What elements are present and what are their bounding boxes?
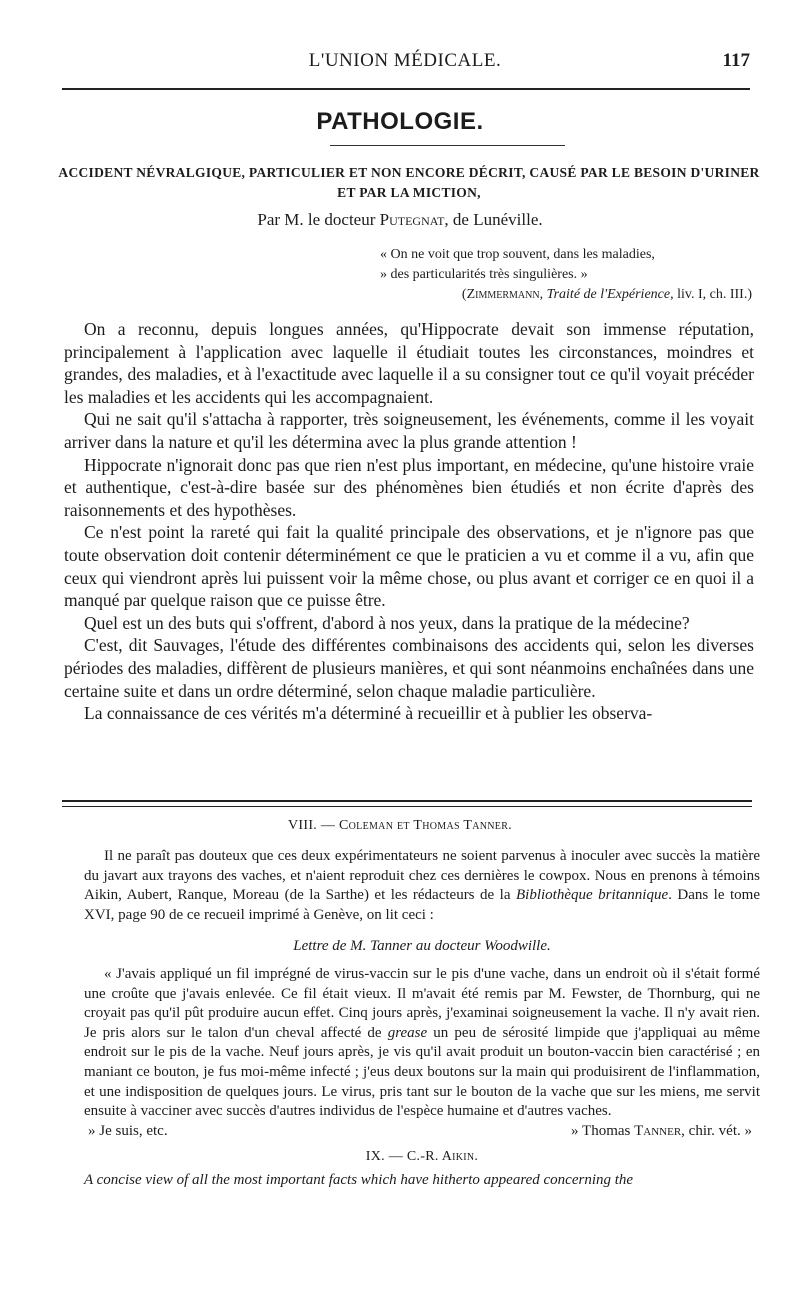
italic-term: grease [387,1024,428,1041]
section-9-text: A concise view of all the most important facts which have hitherto appeared concerning the [84,1171,634,1188]
letter-title [84,937,760,957]
paragraph: Hippocrate n'ignorait donc pas que rien n'est plus important, en médecine, qu'une histoire vraie et authentique, c'est-à-dire basée sur des phénomènes bien étudiés et non écrite d'après des raisonnements et des hypothèses. [64,454,754,520]
signature-name: Tanner [634,1122,682,1139]
text-run: un peu de sérosité limpide que j'appliquai au même endroit sur le pis de la vache. Neuf jours après, je vis qu'il avait produit un bouton-vaccin bien caractérisé ; en maniant ce bouton, je fus moi-même infecté ; j'eus deux boutons sur la main qui produisirent de l'inflammation, et une indisposition de quelques jours. Le virus, pris tant sur le bouton de la vache que sur les miens, me servit ensuite à vacciner avec succès d'autres individus de l'espèce humaine et d'autres vaches. [84,1024,760,1120]
journal-title: L'UNION MÉDICALE. [308,50,502,71]
section-8-heading [0,818,800,834]
byline-prefix: Par M. le docteur [257,210,380,229]
section-divider [62,800,752,807]
page-number: 117 [722,50,750,71]
text-run: « J'avais appliqué un fil imprégné de virus-vaccin sur le pis d'une vache, dans un endroit où il s'était formé une croûte que j'avais enlevée. Ce fil était vieux. Il m'avait été remis par M. Fewster, de Thornburg, qui ne croyait pas qu'il pût produire aucun effet. Cinq jours après, j'examinai soigneusement la vache. Il n'y avait rien. Je pris alors sur le talon d'un cheval affecté de [84,965,760,1041]
title-underline [330,145,565,146]
letter-title-a: Lettre de M. Tanner au docteur [293,938,485,955]
epigraph [380,245,752,305]
closing: » Je suis, etc. [88,1122,168,1139]
article-title: ACCIDENT NÉVRALGIQUE, PARTICULIER ET NON ENCORE DÉCRIT, CAUSÉ PAR LE BESOIN D'URINER ET PAR LA MICTION, [58,165,760,200]
text-run: Il ne paraît pas douteux que ces deux expérimentateurs ne soient parvenus à inoculer avec succès la matière du javart aux trayons des vaches, et n'aient reproduit chez ces dernières le cowpox. Nous en prenons à témoins Aikin, Aubert, Ranque, Moreau (de la Sarthe) et les rédacteurs de la [84,848,760,904]
epigraph-ref: , liv. I, ch. III.) [670,287,752,302]
paragraph: La connaissance de ces vérités m'a déterminé à recueillir et à publier les observa- [84,703,653,724]
signature [571,1122,752,1142]
byline-suffix: , de Lunéville. [444,210,543,229]
section-title: PATHOLOGIE. [316,108,484,135]
epigraph-work: Traité de l'Expérience [546,287,671,302]
text-run: . Dans le tome XVI, page 90 de ce recueil imprimé à Genève, on lit ceci : [84,887,760,923]
epigraph-source [380,285,752,305]
section-9-heading: IX. — C.-R. Aikin. [365,1149,479,1165]
letter-text [84,965,760,1122]
section-8-number: VIII. — [288,818,339,833]
signature-a: » Thomas [571,1122,635,1139]
epigraph-line-2: » des particularités très singulières. » [380,267,588,282]
header-rule [62,88,750,90]
paragraph [84,847,760,925]
author-name: Putegnat [379,210,445,229]
section-8-body [84,847,760,1191]
paragraph: Qui ne sait qu'il s'attacha à rapporter, très soigneusement, les événements, comme il les voyait arriver dans la nature et qu'il les détermina avec la plus grande attention ! [64,409,754,452]
article-body [64,318,754,725]
signature-b: , chir. vét. » [681,1122,752,1139]
byline [0,210,800,230]
journal-reference: Bibliothèque britannique [515,887,669,904]
letter-title-b: Woodwille. [484,938,551,955]
section-8-names: Coleman et Thomas Tanner. [339,818,512,833]
paragraph: C'est, dit Sauvages, l'étude des différentes combinaisons des accidents qui, selon les diverses périodes des maladies, diffèrent de plusieurs manières, et qui sont néanmoins enchaînées dans une certaine suite et dans un ordre déterminé, selon chaque maladie particulière. [64,635,754,701]
signature-row [84,1122,760,1142]
paragraph: Quel est un des buts qui s'offrent, d'abord à nos yeux, dans la pratique de la médecine? [84,612,690,633]
epigraph-author: (Zimmermann, [461,287,547,302]
running-head [60,50,750,76]
epigraph-line-1: « On ne voit que trop souvent, dans les maladies, [380,247,655,262]
paragraph: On a reconnu, depuis longues années, qu'Hippocrate devait son immense réputation, principalement à l'application avec laquelle il étudiait toutes les circonstances, moindres et grandes, des maladies, et à l'exactitude avec laquelle il a su consigner tout ce qu'il voyait précéder les maladies et les accidents qui les accompagnaient. [64,319,754,407]
paragraph: Ce n'est point la rareté qui fait la qualité principale des observations, et je n'ignore pas que toute observation doit contenir déterminément ce que le praticien a vu et comme il a vu, afin que ceux qui viendront après lui puissent voir la même chose, ou plus avant et corriger ce en quoi il a manqué par quelque raison que ce puisse être. [64,522,754,611]
